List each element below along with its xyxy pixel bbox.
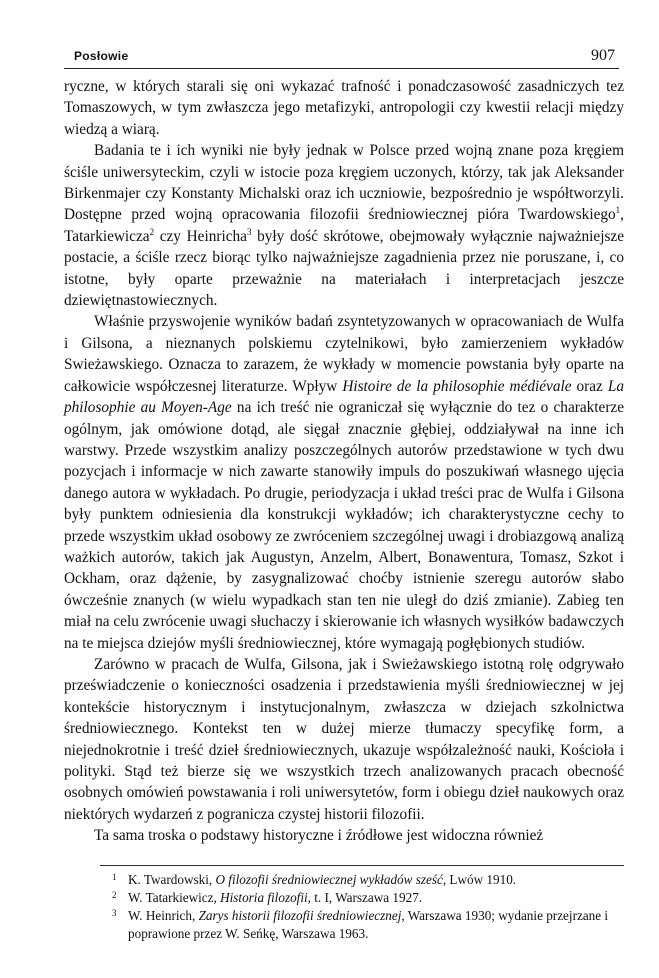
page-header (64, 40, 619, 69)
paragraph-2-text-c: czy Heinricha (154, 227, 247, 245)
footnote-publication: , Warszawa 1930; wydanie przejrzane i poprawione przez W. Seńkę, Warszawa 1963. (128, 908, 609, 941)
book-title-histoire: Histoire de la philosophie médiévale (342, 377, 572, 395)
footnotes (100, 871, 624, 943)
footnote-publication: , Lwów 1910. (442, 872, 517, 887)
footnote-author: K. Twardowski, (128, 872, 216, 887)
footnote-3 (100, 907, 624, 943)
paragraph-2 (64, 140, 624, 311)
paragraph-3 (64, 311, 624, 654)
footnote-author: W. Heinrich, (128, 908, 199, 923)
paragraph-2-text-b: , Tatarkiewicza (64, 206, 624, 245)
paragraph-5: Ta sama troska o podstawy historyczne i źródłowe jest widoczna również (94, 827, 544, 845)
footnote-title: O filozofii średniowiecznej wykładów sześć (215, 872, 443, 887)
footnote-ref-2: 2 (149, 226, 155, 237)
paragraph-1: ryczne, w których starali się oni wykazać trafność i ponadczasowość zasadniczych tez Tomaszowych, w tym zwłaszcza jego metafizyki, antropologii czy kwestii relacji między wiedzą a wiarą. (64, 78, 624, 138)
footnote-mark: 1 (112, 872, 117, 882)
paragraph-4: Zarówno w pracach de Wulfa, Gilsona, jak i Swieżawskiego istotną rolę odgrywało przeświadczenie o konieczności osadzenia i przedstawienia myśli średniowiecznej w jej kontekście historycznym i instytucjonalnym, zwłaszcza w dziejach szkolnictwa średniowiecznego. Kontekst ten w dużej mierze tłumaczy specyfikę form, a niejednokrotnie i treść dzieł średniowiecznych, ukazuje współzależność nauki, Kościoła i polityki. Stąd też bierze się we wszystkich trzech analizowanych pracach obecność osobnych omówień powstawania i roli uniwersytetów, form i obiegu dzieł naukowych oraz niektórych wydarzeń z pogranicza czystej historii filozofii. (64, 655, 624, 823)
footnote-publication: , t. I, Warszawa 1927. (307, 890, 423, 905)
footnote-1 (100, 871, 624, 889)
running-title: Posłowie (74, 49, 129, 63)
book-title-philosophie: La philosophie au Moyen-Age (64, 377, 624, 417)
footnote-mark: 2 (112, 890, 117, 900)
footnote-title: Zarys historii filozofii średniowiecznej (198, 908, 402, 923)
paragraph-3-text-a: Właśnie przyswojenie wyników badań zsyntetyzowanych w opracowaniach de Wulfa i Gilsona, a nieznanych polskiemu czytelnikowi, było zamierzeniem wykładów Swieżawskiego. Oznacza to zarazem, że wykłady w momencie powstania były oparte na całkowicie współczesnej literaturze. Wpływ (64, 313, 624, 395)
footnote-2 (100, 889, 624, 907)
footnote-ref-3: 3 (246, 226, 252, 237)
footnote-title: Historia filozofii (220, 890, 308, 905)
paragraph-2-text-d: były dość skrótowe, obejmowały wyłącznie najważniejsze postacie, a ściśle rzecz biorąc tylko najważniejsze zagadnienia przez nie poruszane, i, co istotne, były oparte przeważnie na materiałach i interpretacjach jeszcze dziewiętnastowiecznych. (64, 227, 624, 310)
paragraph-2-text-a: Badania te i ich wyniki nie były jednak w Polsce przed wojną znane poza kręgiem ściśle uniwersyteckim, czyli w istocie poza kręgiem uczonych, którzy, tak jak Aleksander Birkenmajer czy Konstanty Michalski oraz ich uczniowie, bezpośrednio je współtworzyli. Dostępne przed wojną opracowania filozofii średniowiecznej pióra Twardowskiego (64, 142, 624, 224)
paragraph-3-text-c: na ich treść nie ograniczał się wyłącznie do tez o charakterze ogólnym, jak omówione dotąd, ale sięgał znacznie głębiej, oddziaływał na inne ich warstwy. Przede wszystkim analizy poszczególnych autorów przedstawione w tych dwu pozycjach i informacje w nich zawarte stanowiły impuls do poszukiwań własnego ujęcia danego autora w wykładach. Po drugie, periodyzacja i układ treści prac de Wulfa i Gilsona były punktem odniesienia dla konstrukcji wykładów; ich charakterystyczne cechy to przede wszystkim układ osobowy ze zwróceniem szczególnej uwagi i drobiazgową analizą ważkich autorów, takich jak Augustyn, Anzelm, Albert, Bonawentura, Tomasz, Szkot i Ockham, oraz dążenie, by zasygnalizować choćby istnienie szeregu autorów słabo ówcześnie znanych (w wielu wypadkach stan ten nie uległ do dziś zmianie). Zabieg ten miał na celu zwrócenie uwagi słuchaczy i skierowanie ich własnych wysiłków badawczych na te miejsca dziejów myśli średniowiecznej, które wymagają pogłębionych studiów. (64, 399, 624, 652)
footnote-mark: 3 (112, 908, 117, 918)
paragraph-3-text-b: oraz (571, 377, 608, 395)
footnote-divider (100, 865, 624, 866)
footnote-author: W. Tatarkiewicz, (128, 890, 221, 905)
footnote-ref-1: 1 (615, 205, 621, 216)
page-number: 907 (591, 47, 615, 64)
main-text (64, 76, 624, 847)
